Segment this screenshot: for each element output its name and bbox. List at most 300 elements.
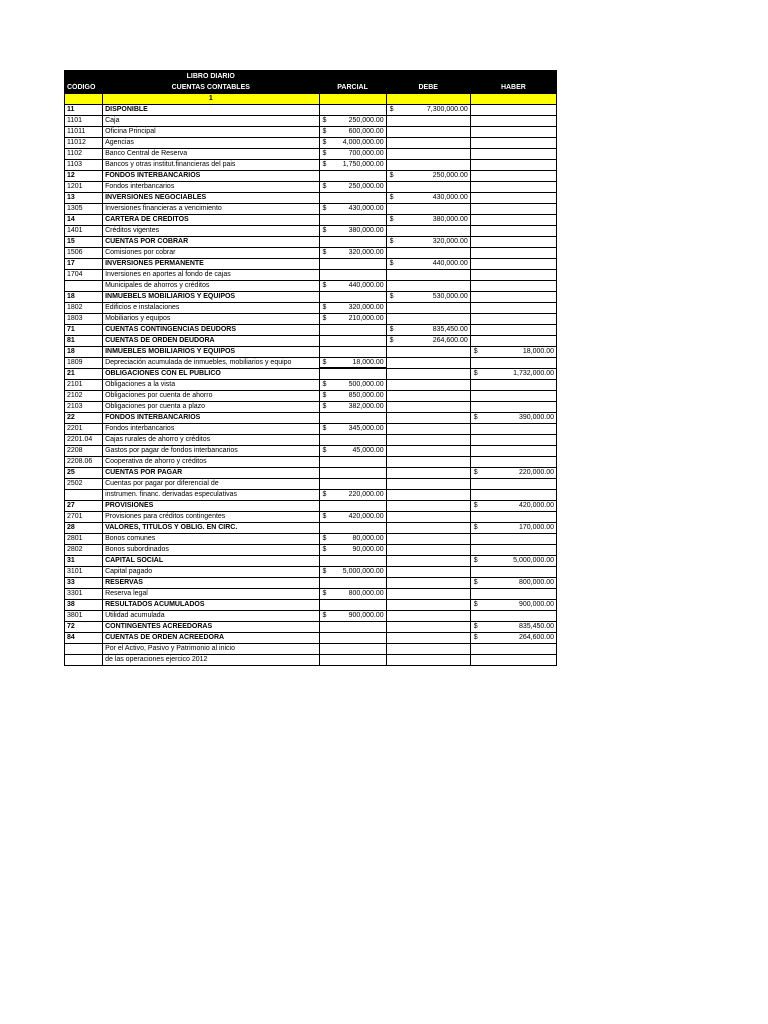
debe-cell xyxy=(386,193,470,204)
parcial-cell xyxy=(319,149,386,160)
currency-symbol: $ xyxy=(389,106,394,113)
currency-symbol: $ xyxy=(322,161,327,168)
debe-cell xyxy=(386,600,470,611)
currency-symbol: $ xyxy=(473,601,478,608)
table-row xyxy=(65,116,557,127)
currency-symbol: $ xyxy=(322,139,327,146)
account-name: CARTERA DE CREDITOS xyxy=(103,215,319,226)
currency-symbol: $ xyxy=(322,183,327,190)
account-name: FONDOS INTERBANCARIOS xyxy=(103,413,319,424)
debe-cell xyxy=(386,479,470,490)
haber-cell xyxy=(470,281,556,292)
debe-cell xyxy=(386,303,470,314)
haber-cell xyxy=(470,545,556,556)
table-row xyxy=(65,149,557,160)
debe-cell xyxy=(386,314,470,325)
account-code xyxy=(65,281,103,292)
account-code: 12 xyxy=(65,171,103,182)
account-name: Caja xyxy=(103,116,319,127)
account-code: 2502 xyxy=(65,479,103,490)
account-code: 2701 xyxy=(65,512,103,523)
currency-symbol: $ xyxy=(389,293,394,300)
currency-symbol: $ xyxy=(322,315,327,322)
parcial-amount: 18,000.00 xyxy=(352,359,384,366)
haber-amount: 220,000.00 xyxy=(518,469,554,476)
account-name: Bonos subordinados xyxy=(103,545,319,556)
account-code: 1305 xyxy=(65,204,103,215)
table-row xyxy=(65,138,557,149)
account-name: CUENTAS DE ORDEN ACREEDORA xyxy=(103,633,319,644)
debe-cell xyxy=(386,556,470,567)
account-name: Provisiones para créditos contingentes xyxy=(103,512,319,523)
table-row xyxy=(65,369,557,380)
table-row xyxy=(65,501,557,512)
haber-cell xyxy=(470,248,556,259)
currency-symbol: $ xyxy=(322,381,327,388)
haber-cell xyxy=(470,204,556,215)
parcial-cell xyxy=(319,490,386,501)
table-row xyxy=(65,193,557,204)
parcial-amount: 900,000.00 xyxy=(348,612,384,619)
account-name: OBLIGACIONES CON EL PUBLICO xyxy=(103,369,319,380)
account-name: CUENTAS CONTINGENCIAS DEUDORS xyxy=(103,325,319,336)
parcial-cell xyxy=(319,336,386,347)
parcial-amount: 850,000.00 xyxy=(348,392,384,399)
parcial-cell xyxy=(319,534,386,545)
debe-amount: 380,000.00 xyxy=(432,216,468,223)
debe-cell xyxy=(386,523,470,534)
currency-symbol: $ xyxy=(473,502,478,509)
table-row xyxy=(65,567,557,578)
table-row xyxy=(65,325,557,336)
parcial-cell xyxy=(319,611,386,622)
account-code xyxy=(65,655,103,666)
currency-symbol: $ xyxy=(473,634,478,641)
table-row xyxy=(65,644,557,655)
debe-cell xyxy=(386,501,470,512)
account-code: 71 xyxy=(65,325,103,336)
account-code: 27 xyxy=(65,501,103,512)
haber-cell xyxy=(470,512,556,523)
currency-symbol: $ xyxy=(389,326,394,333)
currency-symbol: $ xyxy=(322,282,327,289)
account-code: 1809 xyxy=(65,358,103,369)
parcial-cell xyxy=(319,281,386,292)
debe-cell xyxy=(386,567,470,578)
account-code xyxy=(65,490,103,501)
currency-symbol: $ xyxy=(473,524,478,531)
parcial-amount: 45,000.00 xyxy=(352,447,384,454)
table-row xyxy=(65,380,557,391)
parcial-amount: 250,000.00 xyxy=(348,183,384,190)
account-code: 2101 xyxy=(65,380,103,391)
parcial-cell xyxy=(319,578,386,589)
debe-cell xyxy=(386,633,470,644)
title-row xyxy=(65,71,557,84)
parcial-amount: 1,750,000.00 xyxy=(342,161,384,168)
parcial-cell xyxy=(319,358,386,369)
parcial-cell xyxy=(319,270,386,281)
table-row xyxy=(65,215,557,226)
parcial-amount: 345,000.00 xyxy=(348,425,384,432)
account-name: Comisiones por cobrar xyxy=(103,248,319,259)
debe-cell xyxy=(386,138,470,149)
account-name: Banco Central de Reserva xyxy=(103,149,319,160)
currency-symbol: $ xyxy=(322,546,327,553)
table-row xyxy=(65,292,557,303)
parcial-cell xyxy=(319,600,386,611)
parcial-cell xyxy=(319,402,386,413)
account-code: 1803 xyxy=(65,314,103,325)
haber-cell xyxy=(470,600,556,611)
haber-cell xyxy=(470,479,556,490)
table-row xyxy=(65,490,557,501)
table-row xyxy=(65,413,557,424)
currency-symbol: $ xyxy=(322,425,327,432)
account-code: 1802 xyxy=(65,303,103,314)
parcial-cell xyxy=(319,435,386,446)
debe-cell xyxy=(386,237,470,248)
parcial-cell xyxy=(319,292,386,303)
table-row xyxy=(65,182,557,193)
parcial-cell xyxy=(319,171,386,182)
table-row xyxy=(65,523,557,534)
account-code: 1102 xyxy=(65,149,103,160)
currency-symbol: $ xyxy=(322,447,327,454)
currency-symbol: $ xyxy=(322,590,327,597)
parcial-cell xyxy=(319,325,386,336)
haber-cell xyxy=(470,237,556,248)
account-name: Utilidad acumulada xyxy=(103,611,319,622)
account-code: 3301 xyxy=(65,589,103,600)
account-code: 1401 xyxy=(65,226,103,237)
parcial-amount: 420,000.00 xyxy=(348,513,384,520)
debe-cell xyxy=(386,424,470,435)
haber-amount: 264,600.00 xyxy=(518,634,554,641)
haber-cell xyxy=(470,171,556,182)
haber-amount: 420,000.00 xyxy=(518,502,554,509)
debe-cell xyxy=(386,380,470,391)
currency-symbol: $ xyxy=(322,150,327,157)
parcial-amount: 90,000.00 xyxy=(352,546,384,553)
account-name: Inversiones en aportes al fondo de cajas xyxy=(103,270,319,281)
debe-cell xyxy=(386,644,470,655)
account-code: 2201 xyxy=(65,424,103,435)
currency-symbol: $ xyxy=(322,249,327,256)
table-row xyxy=(65,589,557,600)
table-row xyxy=(65,578,557,589)
debe-cell xyxy=(386,270,470,281)
haber-cell xyxy=(470,259,556,270)
account-code: 2208 xyxy=(65,446,103,457)
account-name: Por el Activo, Pasivo y Patrimonio al inicio xyxy=(103,644,319,655)
account-name: Fondos interbancarios xyxy=(103,424,319,435)
account-name: de las operaciones ejercico 2012 xyxy=(103,655,319,666)
parcial-cell xyxy=(319,556,386,567)
currency-symbol: $ xyxy=(322,491,327,498)
debe-cell xyxy=(386,215,470,226)
parcial-cell xyxy=(319,215,386,226)
haber-amount: 5,000,000.00 xyxy=(513,557,554,564)
journal-body xyxy=(65,105,557,666)
parcial-cell xyxy=(319,567,386,578)
currency-symbol: $ xyxy=(389,260,394,267)
account-code: 2802 xyxy=(65,545,103,556)
table-row xyxy=(65,633,557,644)
haber-cell xyxy=(470,523,556,534)
parcial-cell xyxy=(319,116,386,127)
haber-cell xyxy=(470,336,556,347)
debe-amount: 440,000.00 xyxy=(432,260,468,267)
parcial-cell xyxy=(319,347,386,358)
parcial-cell xyxy=(319,633,386,644)
haber-cell xyxy=(470,303,556,314)
table-row xyxy=(65,611,557,622)
debe-cell xyxy=(386,446,470,457)
haber-cell xyxy=(470,578,556,589)
account-code: 1103 xyxy=(65,160,103,171)
parcial-cell xyxy=(319,138,386,149)
account-name: CUENTAS POR COBRAR xyxy=(103,237,319,248)
haber-cell xyxy=(470,567,556,578)
column-header-credit: HABER xyxy=(470,83,556,94)
account-name: CAPITAL SOCIAL xyxy=(103,556,319,567)
debe-cell xyxy=(386,127,470,138)
table-row xyxy=(65,655,557,666)
account-name: Créditos vigentes xyxy=(103,226,319,237)
table-row xyxy=(65,259,557,270)
parcial-amount: 5,000,000.00 xyxy=(342,568,384,575)
parcial-cell xyxy=(319,237,386,248)
table-row xyxy=(65,622,557,633)
table-row xyxy=(65,171,557,182)
entry-number: 1 xyxy=(103,94,319,105)
debe-cell xyxy=(386,226,470,237)
haber-cell xyxy=(470,644,556,655)
currency-symbol: $ xyxy=(322,227,327,234)
table-row xyxy=(65,336,557,347)
parcial-amount: 4,000,000.00 xyxy=(342,139,384,146)
table-row xyxy=(65,226,557,237)
column-header-row xyxy=(65,83,557,94)
account-code: 2208.06 xyxy=(65,457,103,468)
currency-symbol: $ xyxy=(322,205,327,212)
account-name: Obligaciones por cuenta a plazo xyxy=(103,402,319,413)
debe-cell xyxy=(386,512,470,523)
account-code: 33 xyxy=(65,578,103,589)
parcial-cell xyxy=(319,655,386,666)
column-header-code: CÓDIGO xyxy=(65,83,103,94)
account-code: 72 xyxy=(65,622,103,633)
haber-cell xyxy=(470,369,556,380)
haber-cell xyxy=(470,347,556,358)
table-row xyxy=(65,358,557,369)
parcial-cell xyxy=(319,105,386,116)
debe-cell xyxy=(386,171,470,182)
currency-symbol: $ xyxy=(322,359,327,366)
account-code: 1201 xyxy=(65,182,103,193)
account-name: instrumen. financ. derivadas especulativas xyxy=(103,490,319,501)
haber-cell xyxy=(470,622,556,633)
account-code: 2103 xyxy=(65,402,103,413)
debe-cell xyxy=(386,149,470,160)
account-code: 18 xyxy=(65,347,103,358)
account-code: 28 xyxy=(65,523,103,534)
debe-amount: 835,450.00 xyxy=(432,326,468,333)
parcial-amount: 500,000.00 xyxy=(348,381,384,388)
journal-table xyxy=(64,70,557,666)
account-name: PROVISIONES xyxy=(103,501,319,512)
haber-cell xyxy=(470,435,556,446)
account-name: Gastos por pagar de fondos interbancarios xyxy=(103,446,319,457)
haber-cell xyxy=(470,270,556,281)
parcial-cell xyxy=(319,204,386,215)
account-code: 3801 xyxy=(65,611,103,622)
account-code: 22 xyxy=(65,413,103,424)
haber-cell xyxy=(470,358,556,369)
parcial-amount: 430,000.00 xyxy=(348,205,384,212)
haber-cell xyxy=(470,105,556,116)
currency-symbol: $ xyxy=(322,304,327,311)
haber-cell xyxy=(470,325,556,336)
parcial-cell xyxy=(319,523,386,534)
table-row xyxy=(65,402,557,413)
account-code: 21 xyxy=(65,369,103,380)
haber-cell xyxy=(470,149,556,160)
currency-symbol: $ xyxy=(322,403,327,410)
parcial-cell xyxy=(319,314,386,325)
account-name: Fondos interbancarios xyxy=(103,182,319,193)
currency-symbol: $ xyxy=(322,117,327,124)
account-name: VALORES, TITULOS Y OBLIG. EN CIRC. xyxy=(103,523,319,534)
haber-amount: 800,000.00 xyxy=(518,579,554,586)
currency-symbol: $ xyxy=(322,513,327,520)
parcial-amount: 382,000.00 xyxy=(348,403,384,410)
parcial-amount: 700,000.00 xyxy=(348,150,384,157)
debe-cell xyxy=(386,391,470,402)
account-code xyxy=(65,644,103,655)
account-code: 2201.04 xyxy=(65,435,103,446)
account-name: RESERVAS xyxy=(103,578,319,589)
table-row xyxy=(65,512,557,523)
debe-cell xyxy=(386,457,470,468)
currency-symbol: $ xyxy=(473,348,478,355)
account-name: Municipales de ahorros y créditos xyxy=(103,281,319,292)
debe-amount: 7,300,000.00 xyxy=(426,106,468,113)
currency-symbol: $ xyxy=(389,216,394,223)
account-name: Mobiliarios y equipos xyxy=(103,314,319,325)
haber-cell xyxy=(470,457,556,468)
parcial-amount: 220,000.00 xyxy=(348,491,384,498)
parcial-amount: 320,000.00 xyxy=(348,249,384,256)
account-name: Obligaciones por cuenta de ahorro xyxy=(103,391,319,402)
account-name: Bonos comunes xyxy=(103,534,319,545)
haber-cell xyxy=(470,556,556,567)
parcial-cell xyxy=(319,512,386,523)
debe-cell xyxy=(386,358,470,369)
parcial-cell xyxy=(319,413,386,424)
parcial-cell xyxy=(319,369,386,380)
table-row xyxy=(65,127,557,138)
debe-cell xyxy=(386,116,470,127)
parcial-amount: 320,000.00 xyxy=(348,304,384,311)
haber-cell xyxy=(470,160,556,171)
haber-cell xyxy=(470,314,556,325)
haber-cell xyxy=(470,413,556,424)
haber-amount: 390,000.00 xyxy=(518,414,554,421)
currency-symbol: $ xyxy=(322,392,327,399)
currency-symbol: $ xyxy=(473,579,478,586)
haber-amount: 1,732,000.00 xyxy=(513,370,554,377)
debe-cell xyxy=(386,336,470,347)
haber-amount: 900,000.00 xyxy=(518,601,554,608)
account-code: 3101 xyxy=(65,567,103,578)
debe-amount: 320,000.00 xyxy=(432,238,468,245)
account-code: 84 xyxy=(65,633,103,644)
debe-cell xyxy=(386,325,470,336)
haber-cell xyxy=(470,468,556,479)
table-row xyxy=(65,391,557,402)
currency-symbol: $ xyxy=(389,238,394,245)
parcial-cell xyxy=(319,589,386,600)
parcial-amount: 440,000.00 xyxy=(348,282,384,289)
table-row xyxy=(65,314,557,325)
account-name: CUENTAS POR PAGAR xyxy=(103,468,319,479)
table-row xyxy=(65,556,557,567)
account-name: Agencias xyxy=(103,138,319,149)
parcial-cell xyxy=(319,160,386,171)
parcial-cell xyxy=(319,226,386,237)
currency-symbol: $ xyxy=(322,128,327,135)
table-row xyxy=(65,270,557,281)
account-name: RESULTADOS ACUMULADOS xyxy=(103,600,319,611)
debe-cell xyxy=(386,490,470,501)
debe-amount: 264,600.00 xyxy=(432,337,468,344)
account-name: FONDOS INTERBANCARIOS xyxy=(103,171,319,182)
debe-cell xyxy=(386,259,470,270)
haber-amount: 18,000.00 xyxy=(522,348,554,355)
account-name: INVERSIONES NEGOCIABLES xyxy=(103,193,319,204)
account-code: 25 xyxy=(65,468,103,479)
account-name: INVERSIONES PERMANENTE xyxy=(103,259,319,270)
currency-symbol: $ xyxy=(389,194,394,201)
parcial-cell xyxy=(319,259,386,270)
account-name: Bancos y otras institut.financieras del pais xyxy=(103,160,319,171)
haber-cell xyxy=(470,424,556,435)
table-row xyxy=(65,281,557,292)
parcial-amount: 250,000.00 xyxy=(348,117,384,124)
haber-cell xyxy=(470,127,556,138)
haber-cell xyxy=(470,138,556,149)
debe-cell xyxy=(386,589,470,600)
debe-cell xyxy=(386,413,470,424)
parcial-cell xyxy=(319,457,386,468)
currency-symbol: $ xyxy=(473,557,478,564)
account-code: 31 xyxy=(65,556,103,567)
account-name: Cuentas por pagar por diferencial de xyxy=(103,479,319,490)
table-row xyxy=(65,204,557,215)
account-code: 11012 xyxy=(65,138,103,149)
currency-symbol: $ xyxy=(322,568,327,575)
debe-cell xyxy=(386,468,470,479)
haber-cell xyxy=(470,633,556,644)
haber-amount: 835,450.00 xyxy=(518,623,554,630)
column-header-accounts: CUENTAS CONTABLES xyxy=(103,83,319,94)
haber-cell xyxy=(470,380,556,391)
parcial-cell xyxy=(319,380,386,391)
account-name: Capital pagado xyxy=(103,567,319,578)
account-name: Reserva legal xyxy=(103,589,319,600)
